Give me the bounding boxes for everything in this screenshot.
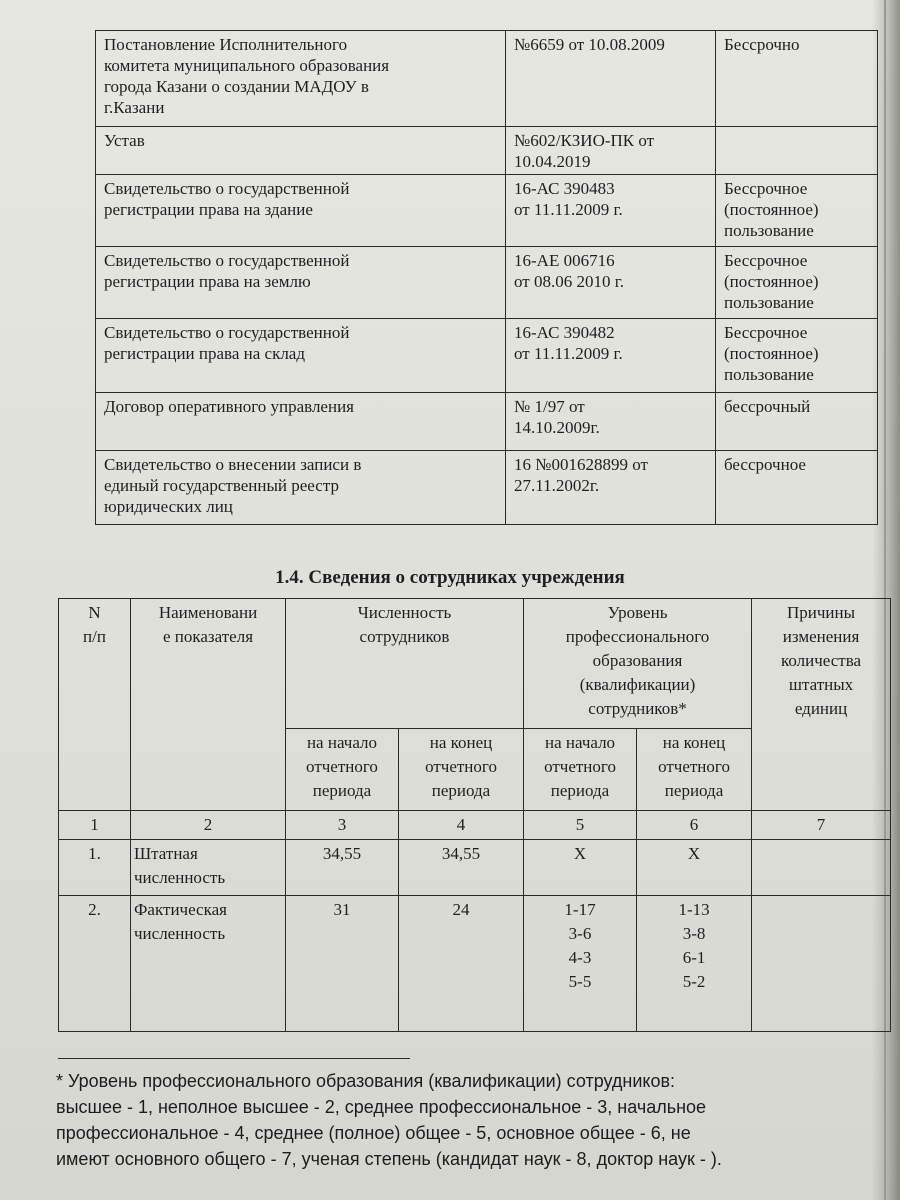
table-row <box>96 31 878 127</box>
documents-table <box>95 30 878 525</box>
document-term: Бессрочное (постоянное) пользование <box>716 319 878 393</box>
document-number: 16-АС 390482 от 11.11.2009 г. <box>506 319 716 393</box>
header-indicator: Наименовани е показателя <box>131 599 286 811</box>
document-term: Бессрочное (постоянное) пользование <box>716 175 878 247</box>
header-education: Уровень профессионального образования (квалификации) сотрудников* <box>524 599 752 729</box>
row-indicator: Фактическая численность <box>131 896 286 1032</box>
col-number: 2 <box>131 811 286 840</box>
document-term: Бессрочно <box>716 31 878 127</box>
header-edu-start: на начало отчетного периода <box>524 729 637 811</box>
document-name: Свидетельство о государственной регистрации права на здание <box>96 175 506 247</box>
document-number: 16 №001628899 от 27.11.2002г. <box>506 451 716 525</box>
document-number: №602/КЗИО-ПК от 10.04.2019 <box>506 127 716 175</box>
row-end: 24 <box>399 896 524 1032</box>
document-term <box>716 127 878 175</box>
footnote-divider <box>58 1058 410 1059</box>
document-term: бессрочный <box>716 393 878 451</box>
header-row <box>59 599 891 729</box>
table-row <box>96 175 878 247</box>
row-end: 34,55 <box>399 840 524 896</box>
row-edu-start: X <box>524 840 637 896</box>
row-num: 2. <box>59 896 131 1032</box>
staff-table <box>58 598 891 1032</box>
row-start: 34,55 <box>286 840 399 896</box>
row-reason <box>752 896 891 1032</box>
document-term: Бессрочное (постоянное) пользование <box>716 247 878 319</box>
row-start: 31 <box>286 896 399 1032</box>
header-reasons: Причины изменения количества штатных единиц <box>752 599 891 811</box>
table-row <box>96 319 878 393</box>
document-name: Свидетельство о государственной регистрации права на склад <box>96 319 506 393</box>
row-indicator: Штатная численность <box>131 840 286 896</box>
row-edu-start: 1-17 3-6 4-3 5-5 <box>524 896 637 1032</box>
row-num: 1. <box>59 840 131 896</box>
section-title: 1.4. Сведения о сотрудниках учреждения <box>275 567 625 588</box>
document-name: Свидетельство о внесении записи в единый государственный реестр юридических лиц <box>96 451 506 525</box>
document-name: Свидетельство о государственной регистрации права на землю <box>96 247 506 319</box>
document-number: № 1/97 от 14.10.2009г. <box>506 393 716 451</box>
table-row <box>59 840 891 896</box>
document-number: 16-АС 390483 от 11.11.2009 г. <box>506 175 716 247</box>
document-term: бессрочное <box>716 451 878 525</box>
header-headcount: Численность сотрудников <box>286 599 524 729</box>
row-edu-end: X <box>637 840 752 896</box>
col-number: 1 <box>59 811 131 840</box>
col-number: 4 <box>399 811 524 840</box>
table-row <box>96 451 878 525</box>
document-name: Устав <box>96 127 506 175</box>
header-period-end: на конец отчетного периода <box>399 729 524 811</box>
col-number: 3 <box>286 811 399 840</box>
table-row <box>59 896 891 1032</box>
row-edu-end: 1-13 3-8 6-1 5-2 <box>637 896 752 1032</box>
col-number: 6 <box>637 811 752 840</box>
document-number: №6659 от 10.08.2009 <box>506 31 716 127</box>
footnote: * Уровень профессионального образования (квалификации) сотрудников: высшее - 1, неполное высшее - 2, среднее профессиональное - 3, начальное профессиональное - 4, среднее (полное) общее - 5, основное общее - 6, не имеют основного общего - 7, ученая степень (кандидат наук - 8, доктор наук - ). <box>56 1071 722 1169</box>
column-number-row <box>59 811 891 840</box>
header-period-start: на начало отчетного периода <box>286 729 399 811</box>
header-num: N п/п <box>59 599 131 811</box>
col-number: 7 <box>752 811 891 840</box>
col-number: 5 <box>524 811 637 840</box>
table-row <box>96 393 878 451</box>
document-name: Договор оперативного управления <box>96 393 506 451</box>
table-row <box>96 127 878 175</box>
document-number: 16-АЕ 006716 от 08.06 2010 г. <box>506 247 716 319</box>
document-name: Постановление Исполнительного комитета муниципального образования города Казани о создании МАДОУ в г.Казани <box>96 31 506 127</box>
table-row <box>96 247 878 319</box>
row-reason <box>752 840 891 896</box>
header-edu-end: на конец отчетного периода <box>637 729 752 811</box>
